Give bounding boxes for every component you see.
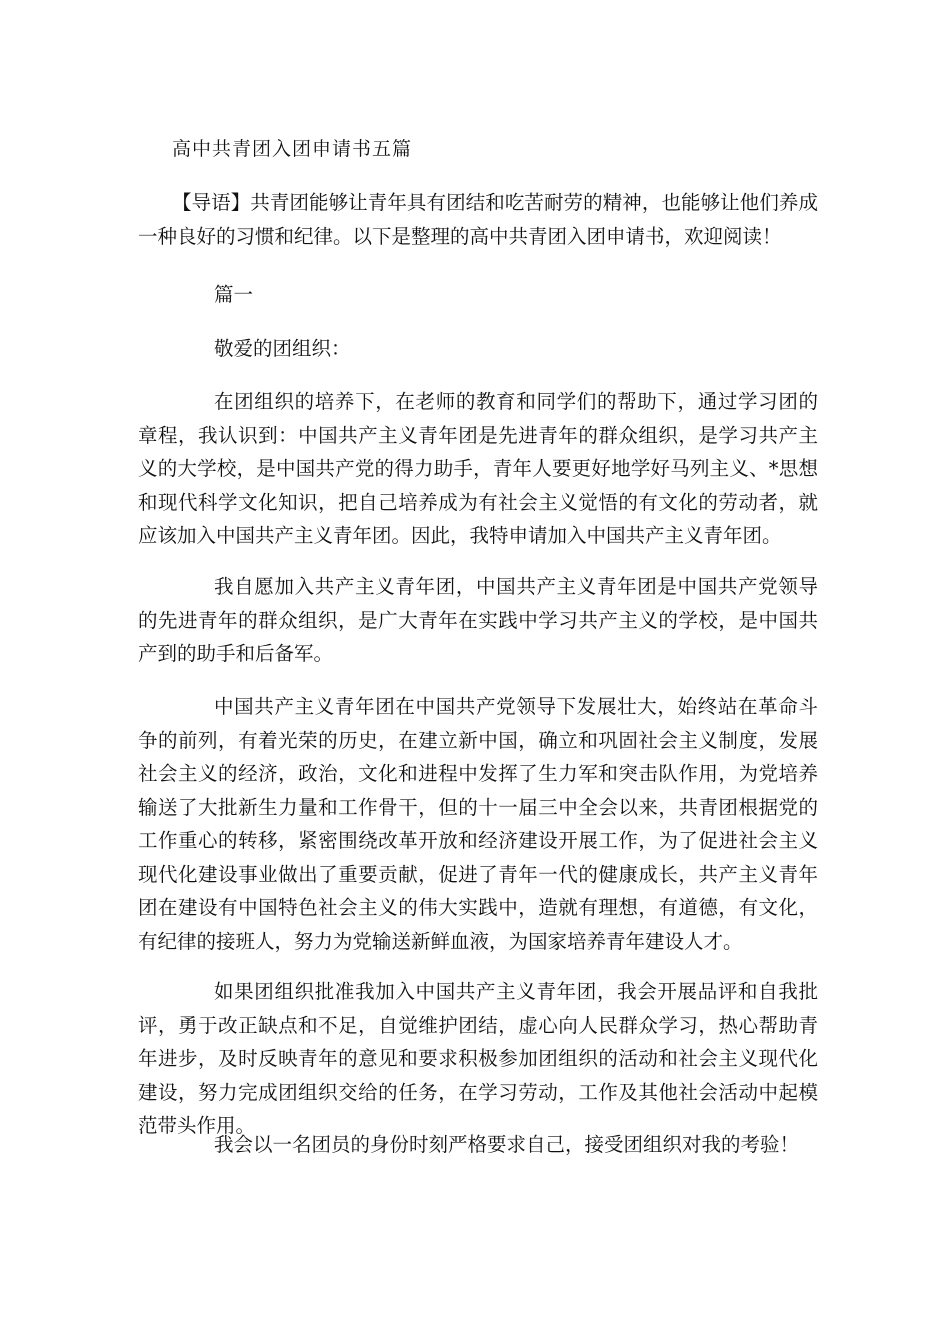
body-paragraph-4: 如果团组织批准我加入中国共产主义青年团，我会开展品评和自我批评，勇于改正缺点和不足，自觉维护团结，虚心向人民群众学习，热心帮助青年进步，及时反映青年的意见和要求积极参加团组织的活动和社会主义现代化建设，努力完成团组织交给的任务，在学习劳动，工作及其他社会活动中起模范带头作用。 — [138, 980, 818, 1137]
greeting: 敬爱的团组织： — [214, 337, 351, 360]
section-label: 篇一 — [214, 283, 254, 306]
body-paragraph-3: 中国共产主义青年团在中国共产党领导下发展壮大，始终站在革命斗争的前列，有着光荣的历史，在建立新中国，确立和巩固社会主义制度，发展社会主义的经济，政治，文化和进程中发挥了生力军和突击队作用，为党培养输送了大批新生力量和工作骨干，但的十一届三中全会以来，共青团根据党的工作重心的转移，紧密围绕改革开放和经济建设开展工作，为了促进社会主义现代化建设事业做出了重要贡献，促进了青年一代的健康成长，共产主义青年团在建设有中国特色社会主义的伟大实践中，造就有理想，有道德，有文化，有纪律的接班人，努力为党输送新鲜血液，为国家培养青年建设人才。 — [138, 695, 818, 953]
intro-paragraph: 【导语】共青团能够让青年具有团结和吃苦耐劳的精神，也能够让他们养成一种良好的习惯和纪律。以下是整理的高中共青团入团申请书，欢迎阅读！ — [138, 191, 818, 248]
body-paragraph-5: 我会以一名团员的身份时刻严格要求自己，接受团组织对我的考验！ — [214, 1133, 800, 1156]
document-title: 高中共青团入团申请书五篇 — [172, 138, 413, 160]
body-paragraph-1: 在团组织的培养下，在老师的教育和同学们的帮助下，通过学习团的章程，我认识到：中国共产主义青年团是先进青年的群众组织，是学习共产主义的大学校，是中国共产党的得力助手，青年人要更好地学好马列主义、*思想和现代科学文化知识，把自己培养成为有社会主义觉悟的有文化的劳动者，就应该加入中国共产主义青年团。因此，我特申请加入中国共产主义青年团。 — [138, 390, 818, 547]
body-paragraph-2: 我自愿加入共产主义青年团，中国共产主义青年团是中国共产党领导的先进青年的群众组织，是广大青年在实践中学习共产主义的学校，是中国共产到的助手和后备军。 — [138, 575, 818, 665]
